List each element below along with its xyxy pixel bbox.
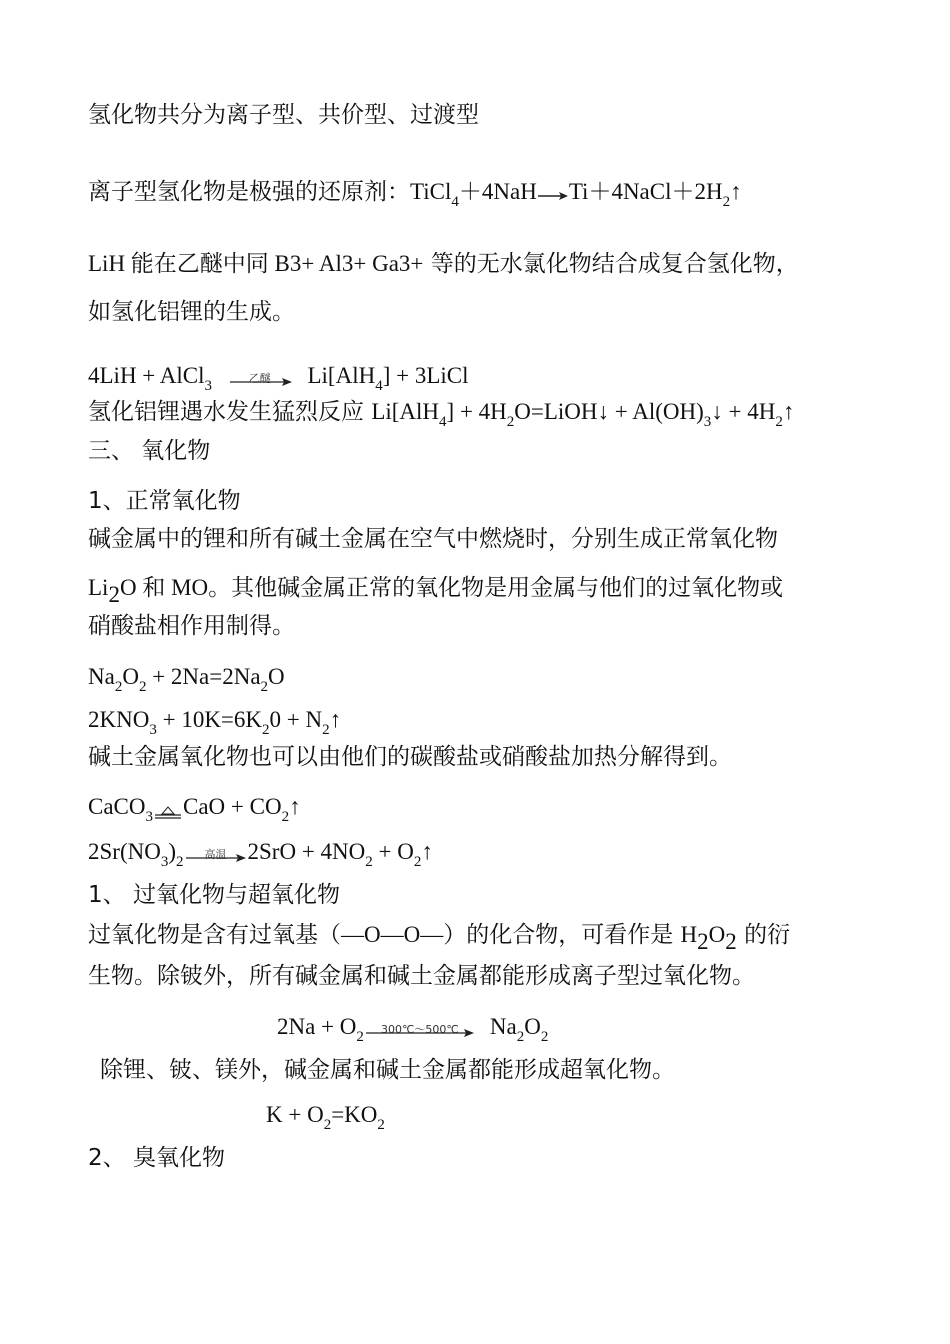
reaction-arrow-high-temp: 高温 [184, 844, 248, 864]
paragraph-line: 硝酸盐相作用制得。 [88, 613, 295, 639]
paragraph-line: 碱土金属氧化物也可以由他们的碳酸盐或硝酸盐加热分解得到。 [88, 744, 732, 770]
paragraph-line: 生物。除铍外，所有碱金属和碱土金属都能形成离子型过氧化物。 [88, 963, 755, 989]
line-lialh4-formation: 如氢化铝锂的生成。 [88, 299, 295, 325]
reaction-arrow [537, 184, 569, 204]
text: 离子型氢化物是极强的还原剂： [88, 179, 410, 205]
paragraph-line: 碱金属中的锂和所有碱土金属在空气中燃烧时，分别生成正常氧化物 [88, 526, 778, 552]
reaction-arrow-temp-range: 300℃～500℃ [364, 1019, 476, 1039]
equation-na2o2: $2Na + O_2$ 300℃～500℃ $Na_2O_2$ [277, 1014, 549, 1045]
reaction-arrow-ether: 乙醚 [224, 368, 296, 388]
paragraph-line: $Li_2O$ 和 MO。其他碱金属正常的氧化物是用金属与他们的过氧化物或 [88, 575, 784, 607]
paragraph-line: 除锂、铍、镁外，碱金属和碱土金属都能形成超氧化物。 [100, 1057, 675, 1083]
heat-equals-sign [153, 799, 183, 819]
line-lih-complex: LiH 能在乙醚中同 B3+ Al3+ Ga3+ 等的无水氯化物结合成复合氢化物， [88, 251, 799, 277]
paragraph-line: 过氧化物是含有过氧基（—O—O—）的化合物，可看作是 $H_2O_2$ 的衍 [88, 922, 791, 954]
equation-ticl4: TiCl$_4$＋4NaH $Ti+4NaCl+2H_2↑$ [410, 179, 742, 210]
equation-k2o: $2KNO_3 + 10K=6K_20$ + $N_2↑$ [88, 707, 342, 738]
subheading-normal-oxides: 1、正常氧化物 [88, 488, 241, 514]
equation-caco3: CaCO$_3$ CaO + $CO_2↑$ [88, 794, 301, 825]
equation-na2o: $Na_2O_2 + 2Na=2Na_2O$ [88, 664, 285, 695]
section-heading-oxides: 三、 氧化物 [88, 438, 211, 464]
line-ionic-hydride-reducer [88, 177, 742, 210]
subheading-peroxides: 1、 过氧化物与超氧化物 [88, 882, 340, 908]
line-hydride-types: 氢化物共分为离子型、共价型、过渡型 [88, 102, 479, 128]
line-lialh4-water: 氢化铝锂遇水发生猛烈反应 $Li[AlH_4] + 4H_2O=LiOH↓$ + $Al(OH)_3↓$ + $4H_2↑$ [88, 399, 795, 430]
subheading-ozonides: 2、 臭氧化物 [88, 1145, 225, 1171]
equation-lialh4-synthesis: 4LiH + AlCl$_3$ 乙醚 Li[AlH$_4$] + 3LiCl [88, 363, 469, 394]
equation-ko2: $K + O_2=KO_2$ [266, 1102, 385, 1133]
equation-sr-nitrate: $2Sr(NO_3)_2$ 高温 $2SrO + 4NO_2$ + $O_2↑$ [88, 839, 433, 870]
